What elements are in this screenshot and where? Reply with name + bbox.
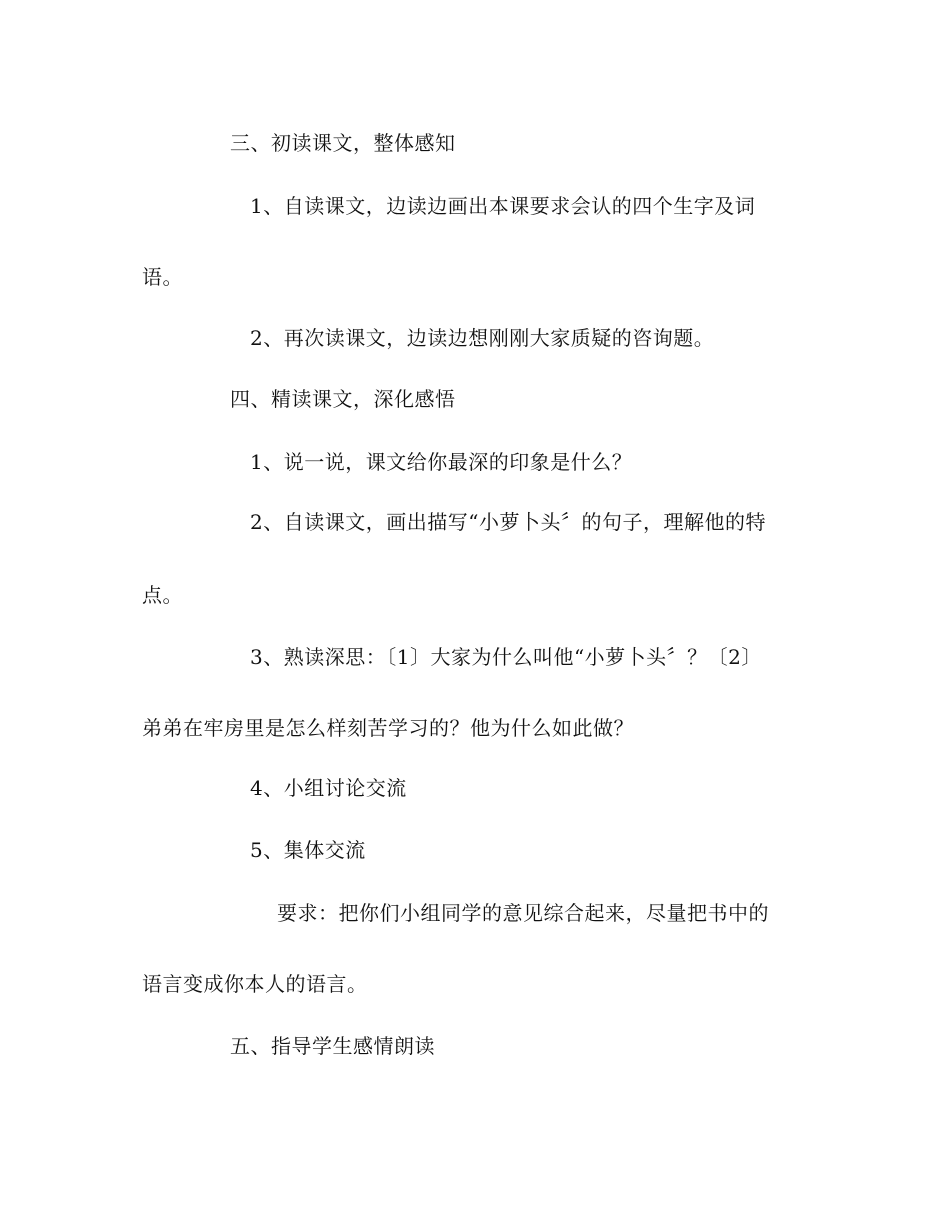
list-item-text: 3、熟读深思：〔1〕大家为什么叫他“小萝卜头〞？〔2〕 — [250, 645, 762, 669]
list-item-text: 4、小组讨论交流 — [250, 776, 407, 800]
continuation-text: 语。 — [142, 265, 183, 289]
list-item-text: 2、自读课文，画出描写“小萝卜头〞的句子，理解他的特 — [250, 510, 766, 534]
continuation-text: 语言变成你本人的语言。 — [142, 972, 368, 996]
list-item-text: 1、说一说，课文给你最深的印象是什么？ — [250, 450, 633, 474]
section-heading-4: 四、精读课文，深化感悟 — [230, 387, 456, 411]
section-heading-5: 五、指导学生感情朗读 — [230, 1034, 435, 1058]
requirement-text: 要求：把你们小组同学的意见综合起来，尽量把书中的 — [277, 901, 769, 925]
list-item-text: 1、自读课文，边读边画出本课要求会认的四个生字及词 — [250, 194, 756, 218]
continuation-text: 点。 — [142, 583, 183, 607]
list-item-text: 2、再次读课文，边读边想刚刚大家质疑的咨询题。 — [250, 326, 715, 350]
section-heading-3: 三、初读课文，整体感知 — [230, 131, 456, 155]
list-item-text: 5、集体交流 — [250, 838, 366, 862]
continuation-text: 弟弟在牢房里是怎么样刻苦学习的？他为什么如此做？ — [142, 716, 634, 740]
